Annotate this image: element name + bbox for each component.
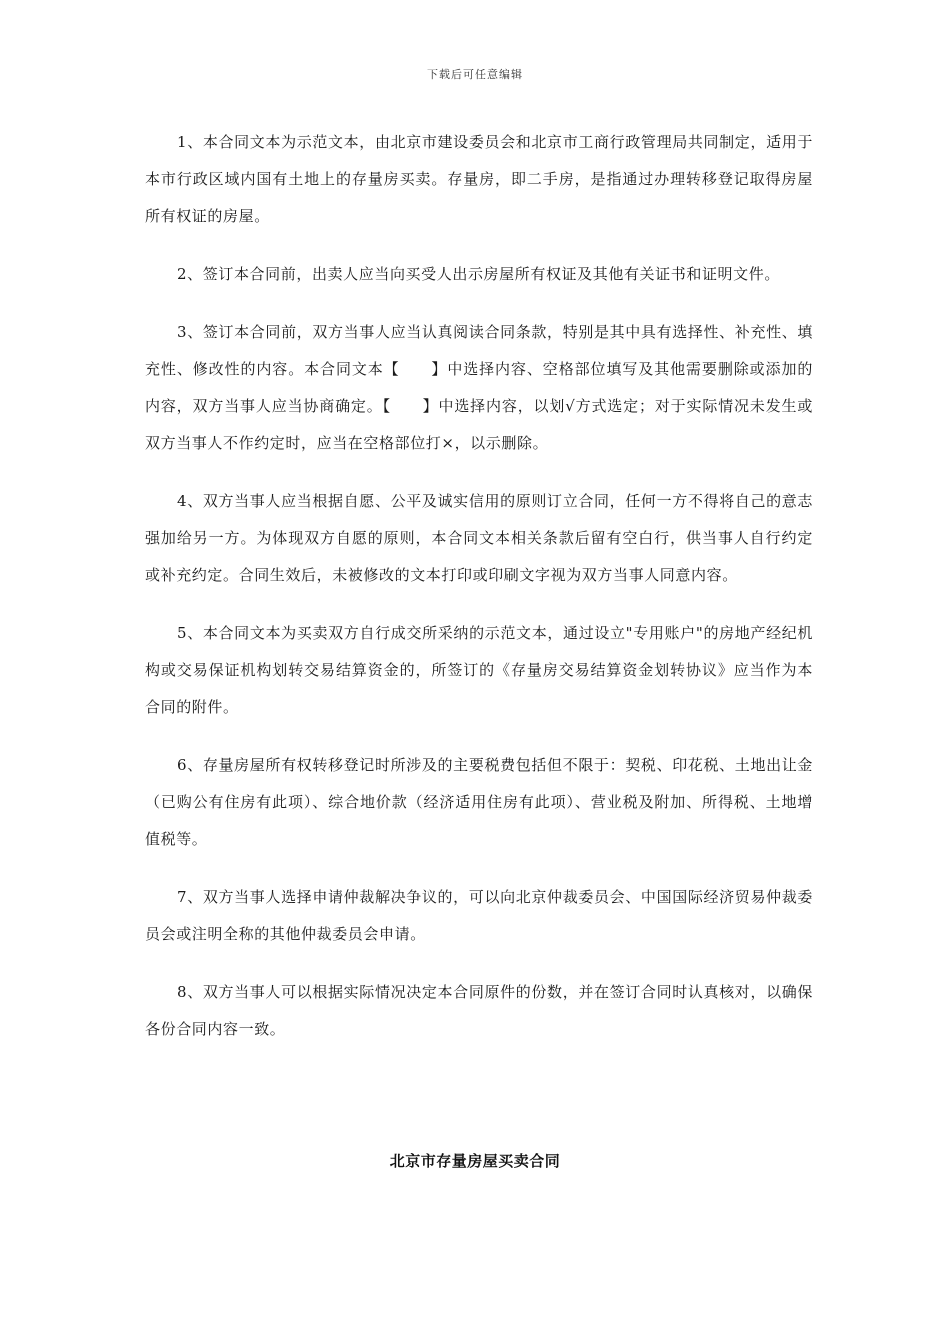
document-title: 北京市存量房屋买卖合同 [389,1152,561,1170]
instruction-paragraph-4: 4、双方当事人应当根据自愿、公平及诚实信用的原则订立合同，任何一方不得将自己的意志强加给另一方。为体现双方自愿的原则，本合同文本相关条款后留有空白行，供当事人自行约定或补充约定。合同生效后，未被修改的文本打印或印刷文字视为双方当事人同意内容。 [145,492,813,584]
instruction-paragraph-1: 1、本合同文本为示范文本，由北京市建设委员会和北京市工商行政管理局共同制定，适用于本市行政区域内国有土地上的存量房买卖。存量房，即二手房，是指通过办理转移登记取得房屋所有权证的房屋。 [145,133,813,225]
instruction-paragraph-3: 3、签订本合同前，双方当事人应当认真阅读合同条款，特别是其中具有选择性、补充性、填充性、修改性的内容。本合同文本【 】中选择内容、空格部位填写及其他需要删除或添加的内容，双方当事人应当协商确定。【 】中选择内容，以划√方式选定；对于实际情况未发生或双方当事人不作约定时，应当在空格部位打×，以示删除。 [145,323,813,452]
instruction-paragraph-6: 6、存量房屋所有权转移登记时所涉及的主要税费包括但不限于：契税、印花税、土地出让金（已购公有住房有此项）、综合地价款（经济适用住房有此项）、营业税及附加、所得税、土地增值税等。 [145,756,813,848]
header-note: 下载后可任意编辑 [427,68,523,81]
instruction-paragraph-5: 5、本合同文本为买卖双方自行成交所采纳的示范文本，通过设立"专用账户"的房地产经纪机构或交易保证机构划转交易结算资金的，所签订的《存量房交易结算资金划转协议》应当作为本合同的附件。 [145,624,813,716]
instructions-body [145,124,813,1069]
instruction-paragraph-7: 7、双方当事人选择申请仲裁解决争议的，可以向北京仲裁委员会、中国国际经济贸易仲裁委员会或注明全称的其他仲裁委员会申请。 [145,888,813,943]
instruction-paragraph-8: 8、双方当事人可以根据实际情况决定本合同原件的份数，并在签订合同时认真核对，以确保各份合同内容一致。 [145,983,813,1038]
instruction-paragraph-2: 2、签订本合同前，出卖人应当向买受人出示房屋所有权证及其他有关证书和证明文件。 [177,265,780,283]
